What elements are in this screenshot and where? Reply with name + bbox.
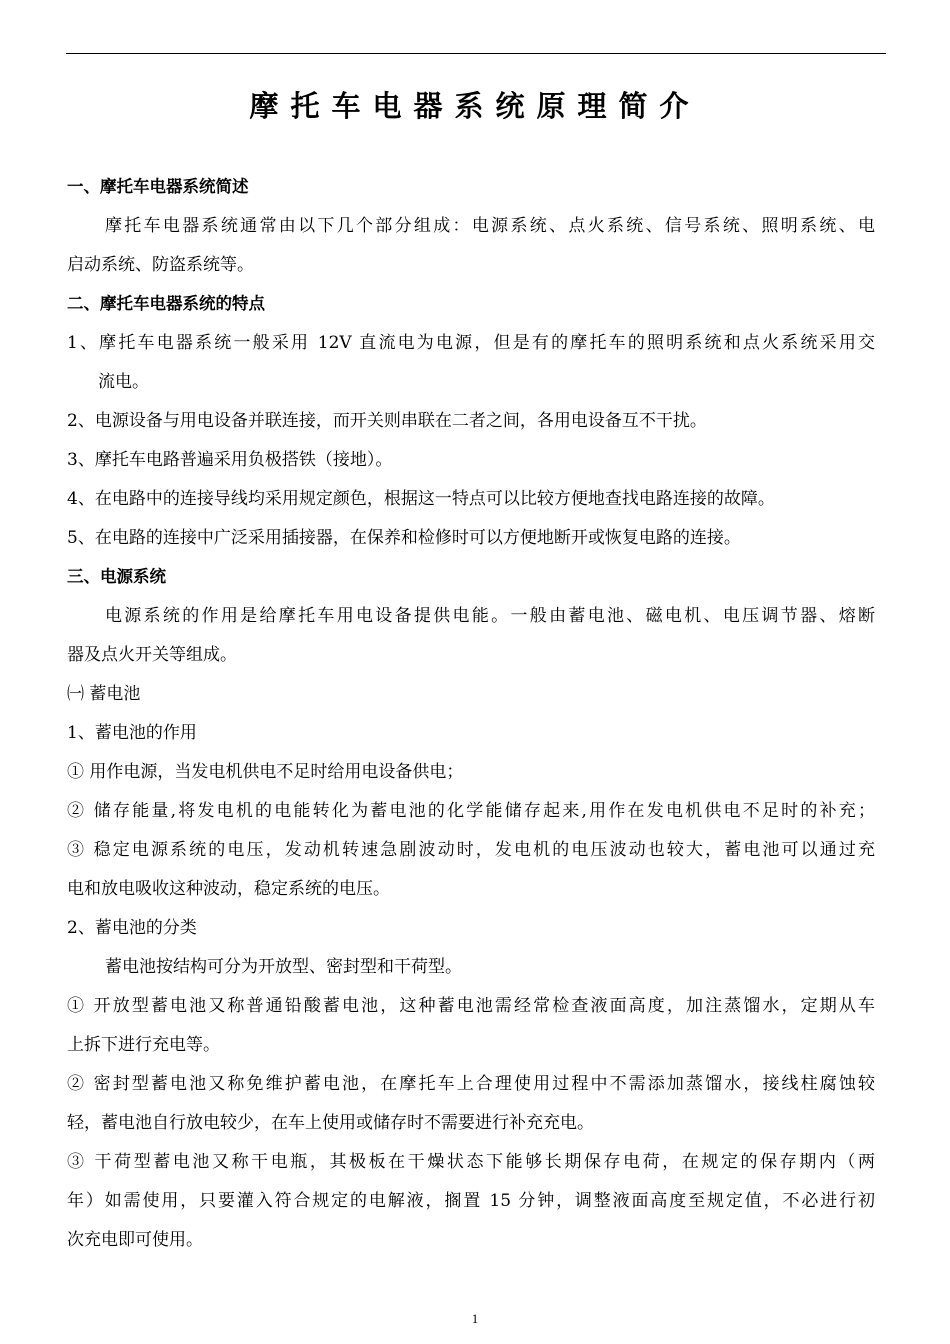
list-item: ③ 稳定电源系统的电压，发动机转速急剧波动时，发电机的电压波动也较大，蓄电池可以通过充 <box>67 840 875 860</box>
list-item: 1、摩托车电器系统一般采用 12V 直流电为电源，但是有的摩托车的照明系统和点火系统采用交 <box>67 333 875 353</box>
section-heading-3: 三、电源系统 <box>67 567 166 586</box>
header-rule <box>66 53 886 54</box>
list-item: ③ 干荷型蓄电池又称干电瓶，其极板在干燥状态下能够长期保存电荷，在规定的保存期内（两 <box>67 1152 875 1172</box>
section-heading-2: 二、摩托车电器系统的特点 <box>67 294 265 313</box>
list-item-continuation: 上拆下进行充电等。 <box>67 1035 220 1055</box>
document-body <box>67 175 875 1267</box>
paragraph-line: 摩托车电器系统通常由以下几个部分组成：电源系统、点火系统、信号系统、照明系统、电 <box>105 216 875 236</box>
section-heading-1: 一、摩托车电器系统简述 <box>67 177 249 196</box>
list-item: ① 用作电源，当发电机供电不足时给用电设备供电； <box>67 762 464 782</box>
paragraph-line: 器及点火开关等组成。 <box>67 645 237 665</box>
list-item-continuation: 次充电即可使用。 <box>67 1230 203 1250</box>
paragraph-line: 启动系统、防盗系统等。 <box>67 255 254 275</box>
list-item: ② 储存能量,将发电机的电能转化为蓄电池的化学能储存起来,用作在发电机供电不足时的补充； <box>67 801 875 821</box>
subsection-heading: 1、蓄电池的作用 <box>67 723 197 743</box>
subsection-heading: 2、蓄电池的分类 <box>67 918 197 938</box>
page-number: 1 <box>471 1311 479 1326</box>
list-item: ① 开放型蓄电池又称普通铅酸蓄电池，这种蓄电池需经常检查液面高度，加注蒸馏水，定期从车 <box>67 996 875 1016</box>
list-item: ② 密封型蓄电池又称免维护蓄电池，在摩托车上合理使用过程中不需添加蒸馏水，接线柱腐蚀较 <box>67 1074 875 1094</box>
list-item: 5、在电路的连接中广泛采用插接器，在保养和检修时可以方便地断开或恢复电路的连接。 <box>67 528 741 548</box>
paragraph-line: 电源系统的作用是给摩托车用电设备提供电能。一般由蓄电池、磁电机、电压调节器、熔断 <box>105 606 875 626</box>
list-item: 4、在电路中的连接导线均采用规定颜色，根据这一特点可以比较方便地查找电路连接的故障。 <box>67 489 775 509</box>
list-item-continuation: 轻，蓄电池自行放电较少，在车上使用或储存时不需要进行补充充电。 <box>67 1113 594 1133</box>
list-item-continuation: 流电。 <box>98 372 149 392</box>
document-title: 摩托车电器系统原理简介 <box>249 89 701 123</box>
subsection-heading: ㈠ 蓄电池 <box>67 684 141 704</box>
list-item: 3、摩托车电路普遍采用负极搭铁（接地）。 <box>67 450 393 470</box>
list-item-continuation: 年）如需使用，只要灌入符合规定的电解液，搁置 15 分钟，调整液面高度至规定值，不必进行初 <box>67 1191 875 1211</box>
list-item-continuation: 电和放电吸收这种波动，稳定系统的电压。 <box>67 879 390 899</box>
paragraph-line: 蓄电池按结构可分为开放型、密封型和干荷型。 <box>105 957 462 977</box>
list-item: 2、电源设备与用电设备并联连接，而开关则串联在二者之间，各用电设备互不干扰。 <box>67 411 707 431</box>
